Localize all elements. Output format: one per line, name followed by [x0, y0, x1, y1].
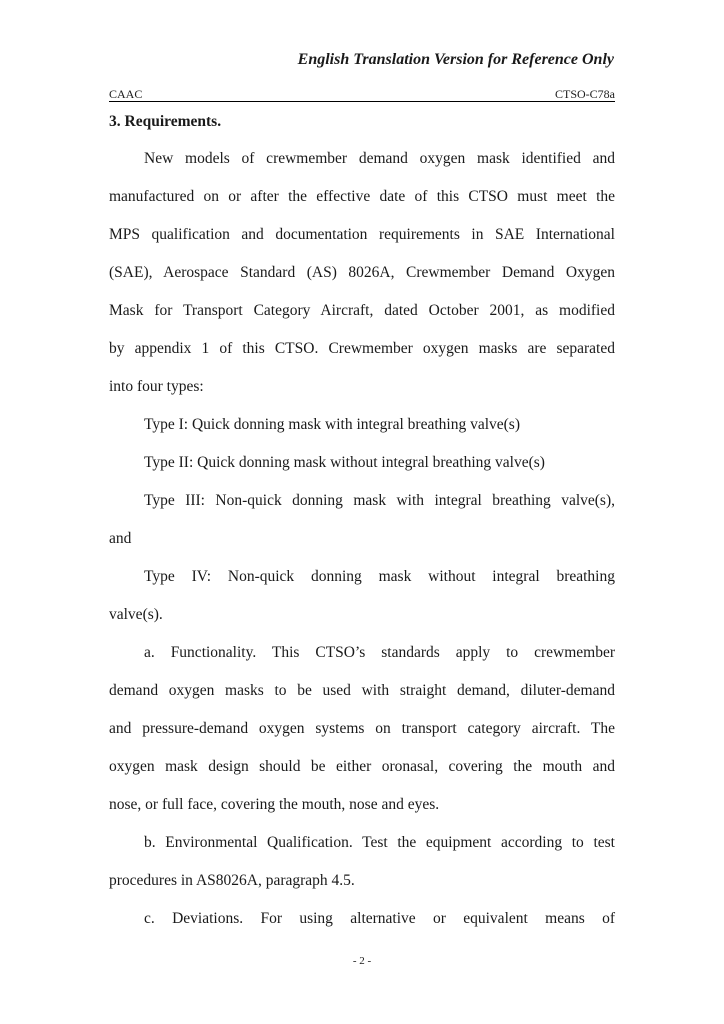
text-line: valve(s).	[109, 606, 163, 623]
text-line: (SAE), Aerospace Standard (AS) 8026A, Crewmember Demand Oxygen	[109, 264, 615, 281]
header-left: CAAC	[109, 87, 143, 101]
text-line: Mask for Transport Category Aircraft, dated October 2001, as modified	[109, 302, 615, 319]
text-line: manufactured on or after the effective date of this CTSO must meet the	[109, 188, 615, 205]
text-line: a. Functionality. This CTSO’s standards apply to crewmember	[144, 644, 615, 661]
text-line: Type III: Non-quick donning mask with integral breathing valve(s),	[144, 492, 615, 509]
text-line: MPS qualification and documentation requirements in SAE International	[109, 226, 615, 243]
text-line: c. Deviations. For using alternative or equivalent means of	[144, 910, 615, 927]
text-line: nose, or full face, covering the mouth, nose and eyes.	[109, 796, 440, 813]
text-line: New models of crewmember demand oxygen mask identified and	[144, 150, 615, 167]
page-header	[109, 87, 615, 102]
text-line: oxygen mask design should be either oronasal, covering the mouth and	[109, 758, 615, 775]
text-line: procedures in AS8026A, paragraph 4.5.	[109, 872, 355, 889]
text-line: b. Environmental Qualification. Test the equipment according to test	[144, 834, 615, 851]
text-line: Type II: Quick donning mask without integral breathing valve(s)	[144, 454, 545, 471]
text-line: by appendix 1 of this CTSO. Crewmember oxygen masks are separated	[109, 340, 615, 357]
header-right: CTSO-C78a	[555, 87, 615, 101]
text-line: demand oxygen masks to be used with straight demand, diluter-demand	[109, 682, 615, 699]
body-text	[109, 140, 615, 938]
section-heading: 3. Requirements.	[109, 113, 222, 130]
text-line: into four types:	[109, 378, 204, 395]
text-line: Type IV: Non-quick donning mask without integral breathing	[144, 568, 615, 585]
page-number: - 2 -	[352, 955, 372, 967]
text-line: and pressure-demand oxygen systems on transport category aircraft. The	[109, 720, 615, 737]
text-line: Type I: Quick donning mask with integral breathing valve(s)	[144, 416, 520, 433]
translation-banner: English Translation Version for Reference Only	[297, 51, 614, 68]
text-line: and	[109, 530, 132, 547]
